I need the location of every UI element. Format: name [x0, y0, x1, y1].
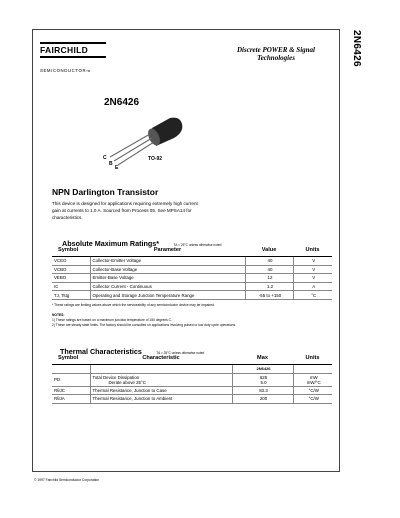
col-value: Value — [245, 244, 293, 257]
col-symbol: Symbol — [52, 352, 90, 365]
abs-max-header-row — [52, 244, 332, 257]
value-cell: 12 — [245, 274, 293, 283]
side-part-number: 2N6426 — [351, 30, 362, 67]
tagline-line2: Technologies — [257, 54, 295, 62]
abs-max-condition: TA = 25°C unless otherwise noted — [173, 243, 222, 247]
units-cell: V — [293, 274, 332, 283]
units-cell: A — [293, 282, 332, 291]
symbol-cell: RθJA — [52, 395, 90, 404]
characteristic-cell: Thermal Resistance, Junction to Ambient — [90, 395, 232, 404]
symbol-cell: RθJC — [52, 386, 90, 395]
characteristic-line2: Derate above 25°C — [108, 379, 146, 385]
value-cell: -55 to +150 — [245, 291, 293, 300]
value-cell: 40 — [245, 265, 293, 274]
pin-e-label: E — [115, 165, 119, 171]
max-line2: 5.0 — [260, 379, 267, 385]
table-row — [52, 282, 332, 291]
col-symbol: Symbol — [52, 244, 90, 257]
package-name: TO-92 — [148, 156, 163, 162]
symbol-cell: TJ, Tstg — [52, 291, 90, 300]
logo-top-bar — [40, 42, 106, 44]
abs-max-footnote: * These ratings are limiting values above which the serviceability of any semiconductor device may be impaired. — [52, 303, 215, 307]
units-cell: °C/W — [293, 386, 332, 395]
symbol-cell: VCEO — [52, 257, 90, 266]
units-line2: mW/°C — [306, 379, 321, 385]
characteristic-line1: Total Device Dissipation — [92, 374, 140, 380]
units-cell: °C/W — [293, 395, 332, 404]
col-units: Units — [293, 352, 332, 365]
part-subheader: 2N6426 — [232, 365, 293, 374]
thermal-header-row — [52, 352, 332, 365]
value-cell: 40 — [245, 257, 293, 266]
transistor-body — [146, 118, 183, 148]
characteristic-cell: Thermal Resistance, Junction to Case — [90, 386, 232, 395]
units-cell: V — [293, 265, 332, 274]
col-units: Units — [293, 244, 332, 257]
table-row — [52, 274, 332, 283]
symbol-cell: PD — [52, 373, 90, 386]
col-max: Max — [232, 352, 293, 365]
empty-cell — [293, 365, 332, 374]
note-2: 2) These are steady state limits. The factory should be consulted on applications involving pulsed or low duty cycle operations. — [52, 323, 237, 327]
parameter-cell: Collector-Emitter Voltage — [90, 257, 245, 266]
table-row — [52, 386, 332, 395]
parameter-cell: Collector Current - Continuous — [90, 282, 245, 291]
thermal-subheader-row — [52, 365, 332, 374]
fairchild-logo — [40, 42, 106, 77]
table-row — [52, 257, 332, 266]
copyright-footer: © 1997 Fairchild Semiconductor Corporation — [34, 478, 100, 482]
empty-cell — [52, 365, 90, 374]
col-parameter: Parameter — [90, 244, 245, 257]
thermal-table — [52, 352, 332, 404]
table-row — [52, 291, 332, 300]
table-row — [52, 373, 332, 386]
max-cell — [232, 373, 293, 386]
units-cell — [293, 373, 332, 386]
parameter-cell: Emitter-Base Voltage — [90, 274, 245, 283]
pin-b-label: B — [109, 161, 113, 167]
logo-tm: TM — [86, 69, 91, 73]
header-tagline — [218, 46, 334, 62]
note-1: 1) These ratings are based on a maximum junction temperature of 150 degrees C. — [52, 318, 172, 322]
thermal-condition: TA = 25°C unless otherwise noted — [156, 351, 205, 355]
empty-cell — [90, 365, 232, 374]
part-number-title: 2N6426 — [104, 97, 140, 108]
abs-max-heading: Absolute Maximum Ratings* — [62, 239, 160, 248]
parameter-cell: Operating and Storage Junction Temperature Range — [90, 291, 245, 300]
symbol-cell: VEBO — [52, 274, 90, 283]
symbol-cell: VCBO — [52, 265, 90, 274]
parameter-cell: Collector-Base Voltage — [90, 265, 245, 274]
device-title: NPN Darlington Transistor — [52, 187, 159, 197]
notes-title: NOTES: — [52, 313, 65, 317]
characteristic-cell — [90, 373, 232, 386]
thermal-heading: Thermal Characteristics — [60, 347, 142, 356]
table-row — [52, 395, 332, 404]
logo-bottom-bar — [40, 56, 106, 58]
units-line1: mW — [309, 374, 318, 380]
symbol-cell: IC — [52, 282, 90, 291]
col-characteristic: Characteristic — [90, 352, 232, 365]
pin-c-label: C — [103, 155, 107, 161]
max-line1: 625 — [259, 374, 268, 380]
units-cell: °C — [293, 291, 332, 300]
units-cell: V — [293, 257, 332, 266]
max-cell: 200 — [232, 395, 293, 404]
max-cell: 83.3 — [232, 386, 293, 395]
tagline-line1: Discrete POWER & Signal — [237, 46, 315, 54]
abs-max-table — [52, 244, 332, 300]
to92-package-drawing — [100, 114, 190, 172]
logo-text: FAIRCHILD — [40, 45, 89, 55]
logo-semiconductor: SEMICONDUCTOR — [40, 68, 87, 73]
table-row — [52, 265, 332, 274]
value-cell: 1.2 — [245, 282, 293, 291]
device-description: This device is designed for applications requiring extremely high current gain at currents to 1.0 A. Sourced from Process 05. See MPSA14 for characteristics. — [52, 201, 198, 220]
